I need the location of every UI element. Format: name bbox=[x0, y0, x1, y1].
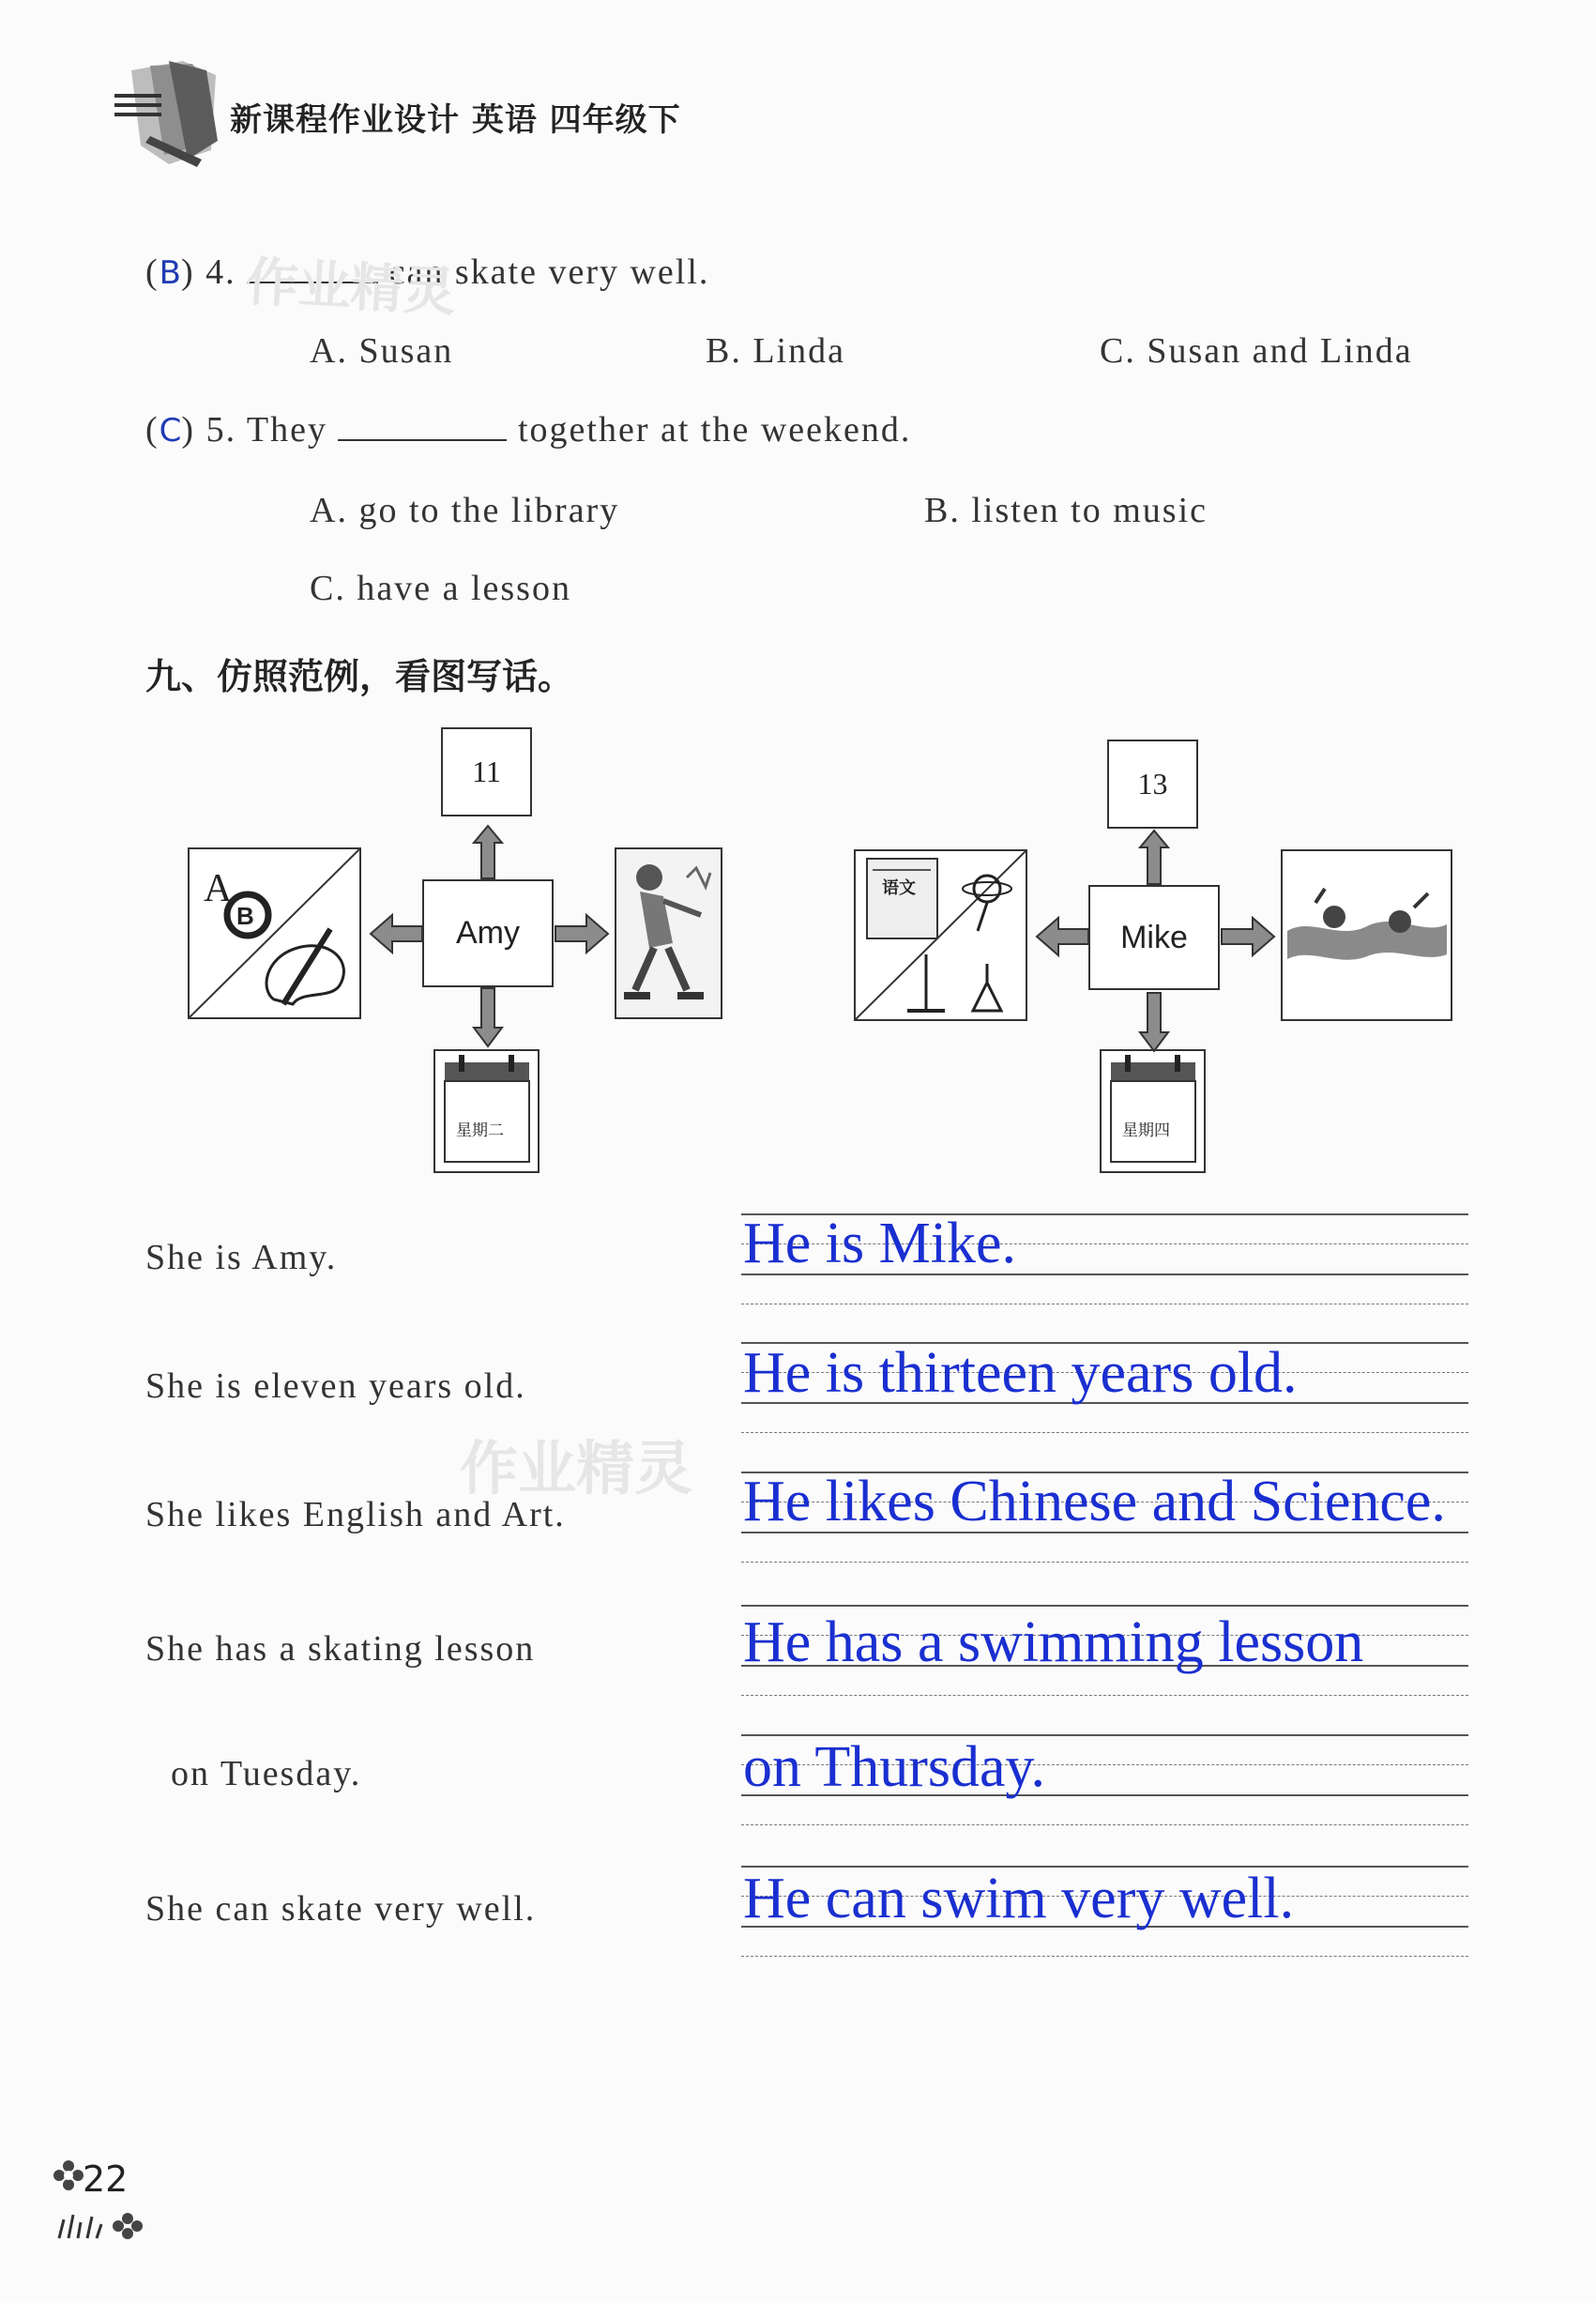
watermark-2: 作业精灵 bbox=[460, 1434, 693, 1502]
subject-card-mike bbox=[854, 849, 1027, 1021]
model-sentence-5: on Tuesday. bbox=[171, 1754, 362, 1793]
footer-flower-icon bbox=[52, 2158, 85, 2196]
page-number: 22 bbox=[83, 2158, 129, 2200]
calendar-amy-icon bbox=[433, 1049, 540, 1173]
option-4b: B. Linda bbox=[706, 331, 845, 371]
option-4a: A. Susan bbox=[310, 331, 454, 371]
skating-picture-icon bbox=[615, 847, 722, 1019]
option-5b: B. listen to music bbox=[924, 491, 1208, 530]
model-sentence-2: She is eleven years old. bbox=[145, 1366, 526, 1406]
calendar-day-amy: 星期二 bbox=[456, 1121, 504, 1140]
option-5a: A. go to the library bbox=[310, 491, 620, 530]
model-sentence-4: She has a skating lesson bbox=[145, 1629, 536, 1669]
book-label-mike: 语文 bbox=[882, 878, 916, 898]
question-text-5b: together at the weekend. bbox=[517, 410, 912, 450]
subject-card-amy bbox=[188, 847, 361, 1019]
svg-text:B: B bbox=[236, 902, 254, 930]
answer-sentence-1: He is Mike. bbox=[743, 1212, 1017, 1275]
answer-sentence-3: He likes Chinese and Science. bbox=[743, 1470, 1446, 1533]
answer-blank-5[interactable] bbox=[338, 411, 507, 441]
model-sentence-6: She can skate very well. bbox=[145, 1889, 537, 1929]
answer-choice-5: C bbox=[159, 412, 182, 450]
section-title: 九、仿照范例，看图写话。 bbox=[145, 656, 574, 697]
watermark-1: 作业精灵 bbox=[244, 252, 458, 324]
question-4: (B) 4. can skate very well. bbox=[145, 252, 710, 292]
arrows-amy-icon bbox=[357, 816, 629, 1051]
swimming-picture-icon bbox=[1281, 849, 1452, 1021]
header-logo-icon bbox=[113, 56, 220, 169]
answer-sentence-6: He can swim very well. bbox=[743, 1867, 1295, 1930]
answer-choice-4: B bbox=[159, 254, 181, 292]
option-4c: C. Susan and Linda bbox=[1100, 331, 1413, 371]
answer-sentence-4: He has a swimming lesson bbox=[743, 1610, 1364, 1674]
name-box-amy: Amy bbox=[422, 879, 554, 987]
model-sentence-1: She is Amy. bbox=[145, 1238, 338, 1277]
name-box-mike: Mike bbox=[1088, 885, 1220, 990]
calendar-day-mike: 星期四 bbox=[1122, 1121, 1170, 1140]
header-title: 新课程作业设计 英语 四年级下 bbox=[230, 101, 681, 139]
age-box-amy: 11 bbox=[441, 727, 532, 816]
question-5: (C) 5. They together at the weekend. bbox=[145, 410, 912, 450]
model-sentence-3: She likes English and Art. bbox=[145, 1495, 566, 1534]
question-text-4: can skate very well. bbox=[388, 252, 710, 292]
question-number-5: 5. bbox=[205, 410, 237, 450]
answer-sentence-2: He is thirteen years old. bbox=[743, 1341, 1298, 1405]
option-5c: C. have a lesson bbox=[310, 569, 571, 608]
calendar-mike-icon bbox=[1100, 1049, 1206, 1173]
question-text-5a: They bbox=[246, 410, 327, 450]
question-number-4: 4. bbox=[205, 252, 236, 292]
svg-text:A: A bbox=[204, 867, 233, 910]
arrows-mike-icon bbox=[1023, 826, 1295, 1056]
answer-sentence-5: on Thursday. bbox=[743, 1735, 1046, 1799]
age-box-mike: 13 bbox=[1107, 740, 1198, 829]
footer-grass-icon bbox=[54, 2205, 148, 2247]
